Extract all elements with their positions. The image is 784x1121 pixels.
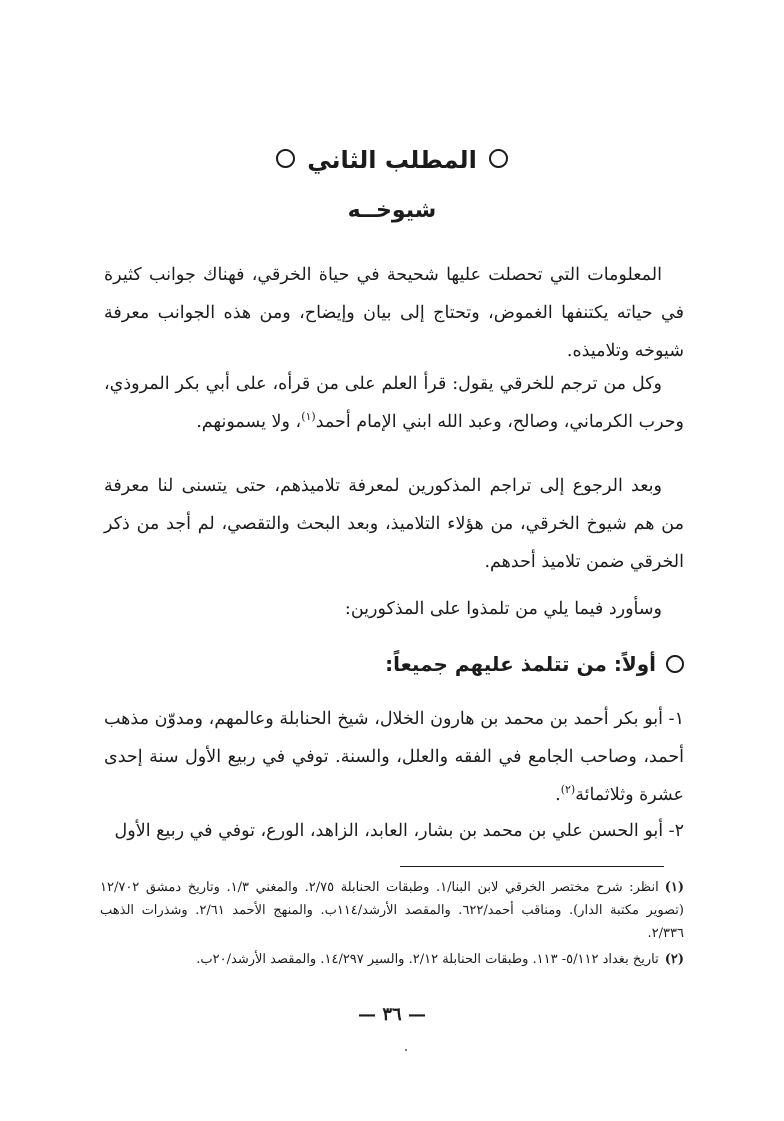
heading-title: المطلب الثاني (307, 146, 477, 174)
list-item-end: . (555, 785, 561, 805)
footnote-ref-2[interactable]: (٢) (560, 783, 576, 797)
paragraph-intro: المعلومات التي تحصلت عليها شحيحة في حياة الخرقي، فهناك جوانب كثيرة في حياته يكتنفها الغموض، وتحتاج إلى بيان وإيضاح، ومن هذه الجوانب معرفة شيوخه وتلاميذه. (104, 265, 684, 361)
paragraph-research: وبعد الرجوع إلى تراجم المذكورين لمعرفة تلاميذهم، حتى يتسنى لنا معرفة من هم شيوخ الخرقي، من هؤلاء التلاميذ، وبعد البحث والتقصي، لم أجد من ذكر الخرقي ضمن تلاميذ أحدهم. (104, 476, 684, 572)
footnote-number: (١) (664, 880, 684, 895)
subsection-title: أولاً: من تتلمذ عليهم جميعاً: (385, 652, 656, 676)
paragraph-lead-in: وسأورد فيما يلي من تلمذوا على المذكورين: (344, 599, 662, 619)
page-number: — ٣٦ — (358, 1004, 426, 1025)
paragraph-teachers (104, 365, 684, 441)
section-heading (0, 140, 784, 180)
footnote-text: تاريخ بغداد ٥/١١٢- ١١٣. وطبقات الحنابلة ٢/١٢. والسير ١٤/٢٩٧. والمقصد الأرشد/٢٠ب. (196, 952, 659, 967)
footnote-text: انظر: شرح مختصر الخرقي لابن البنا/١. وطبقات الحنابلة ٢/٧٥. والمغني ١/٣. وتاريخ دمشق ١٢/٧٠٢ (تصوير مكتبة الدار). ومناقب أحمد/٦٢٢. والمقصد الأرشد/١١٤ب. والمنهج الأحمد ٢/٦١. وشذرات الذهب ٢/٣٣٦. (100, 880, 685, 941)
paragraph-teachers-text: وكل من ترجم للخرقي يقول: قرأ العلم على من قرأه، على أبي بكر المروذي، وحرب الكرماني، وصالح، وعبد الله ابني الإمام أحمد (104, 374, 684, 432)
paragraph-teachers-end: ، ولا يسمونهم. (196, 412, 302, 432)
circle-ornament-icon (489, 149, 508, 168)
footnote-ref-1[interactable]: (١) (301, 410, 316, 424)
scan-speck (405, 1049, 407, 1051)
list-item (104, 700, 684, 814)
page-number-value: ٣٦ (382, 1004, 402, 1025)
footnote-2 (100, 948, 684, 971)
list-item: ٢- أبو الحسن علي بن محمد بن بشار، العابد، الزاهد، الورع، توفي في ربيع الأول (114, 821, 684, 841)
subsection-heading (385, 645, 684, 683)
footnote-1 (100, 876, 684, 945)
list-item-text: ١- أبو بكر أحمد بن محمد بن هارون الخلال، شيخ الحنابلة وعالمهم، ومدوّن مذهب أحمد، وصاحب الجامع في الفقه والعلل، والسنة. توفي في ربيع الأول سنة إحدى عشرة وثلاثمائة (104, 709, 684, 805)
circle-ornament-icon (276, 149, 295, 168)
heading-subtitle: شيوخــه (347, 198, 437, 223)
circle-ornament-icon (666, 655, 684, 673)
footnote-number: (٢) (664, 952, 684, 967)
footnote-divider (400, 866, 664, 867)
